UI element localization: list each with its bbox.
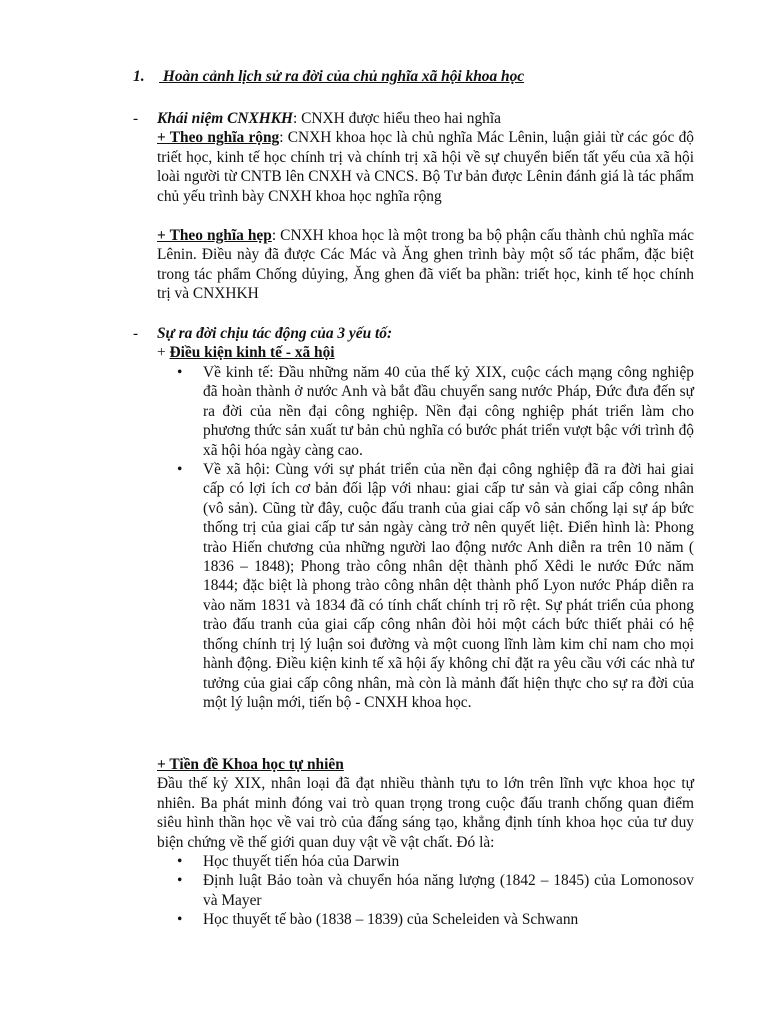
bullet-icon: • xyxy=(177,364,183,381)
bullet-icon: • xyxy=(177,872,183,890)
bullet-icon: • xyxy=(177,461,183,479)
broad-meaning-text: : CNXH khoa học là chủ nghĩa Mác Lênin, luận giải từ các góc độ triết học, kinh tế học chính trị và chính trị xã hội về sự chuyển biến tất yếu của xã hội loài người từ CNTB lên CNXH và CNCS. Bộ Tư bản được Lênin đánh giá là tác phẩm chủ yếu trình bày CNXH khoa học nghĩa rộng xyxy=(157,129,694,205)
econ-bullet-text: Về kinh tế: Đầu những năm 40 của thế kỷ XIX, cuộc cách mạng công nghiệp đã hoàn thành ở nước Anh và bắt đầu chuyển sang nước Pháp, Đức đưa đến sự ra đời của nền đại công nghiệp. Nền đại công nghiệp phát triển làm cho phương thức sản xuất tư bản chủ nghĩa có bước phát triển vượt bậc với trình độ xã hội hóa ngày càng cao. xyxy=(203,364,694,459)
dash-marker: - xyxy=(133,110,139,127)
list-item xyxy=(157,363,694,460)
science-label: + Tiền đề Khoa học tự nhiên xyxy=(157,756,344,773)
list-item xyxy=(157,852,694,871)
narrow-meaning-text: : CNXH khoa học là một trong ba bộ phận cấu thành chủ nghĩa mác Lênin. Điều này đã được Các Mác và Ăng ghen trình bày một số tác phẩm, đặc biệt trong tác phẩm Chống dủying, Ăng ghen đã viết ba phần: triết học, kinh tế học chính trị và CNXHKH xyxy=(157,227,694,303)
concept-text: : CNXH được hiểu theo hai nghĩa xyxy=(292,110,501,127)
science-text: Đầu thế kỷ XIX, nhân loại đã đạt nhiều thành tựu to lớn trên lĩnh vực khoa học tự nhiên. Ba phát minh đóng vai trò quan trọng trong cuộc đấu tranh chống quan điểm siêu hình thần học về vai trò của đấng sáng tạo, khẳng định tính khoa học của tư duy biện chứng về thế giới quan duy vật về vật chất. Đó là: xyxy=(157,775,694,851)
list-item xyxy=(157,460,694,712)
dash-marker: - xyxy=(133,325,139,342)
broad-meaning-label: + Theo nghĩa rộng xyxy=(157,129,280,147)
econ-prefix: + xyxy=(157,344,170,362)
list-item xyxy=(157,871,694,910)
bullet-icon: • xyxy=(177,911,183,929)
factors-label: Sự ra đời chịu tác động của 3 yếu tố: xyxy=(157,325,393,342)
list-item xyxy=(157,910,694,929)
concept-label: Khái niệm CNXHKH xyxy=(157,110,293,127)
social-bullet-text: Về xã hội: Cùng với sự phát triển của nền đại công nghiệp đã ra đời hai giai cấp có lợi ích cơ bản đối lập với nhau: giai cấp tư sản và giai cấp công nhân (vô sản). Cũng từ đây, cuộc đấu tranh của giai cấp vô sản chống lại sự áp bức thống trị của giai cấp tư sản ngày càng trở nên quyết liệt. Điển hình là: Phong trào Hiến chương của những người lao động nước Anh diễn ra trên 10 năm ( 1836 – 1848); Phong trào công nhân dệt thành phố Xêdi le nước Đức năm 1844; đặc biệt là phong trào công nhân dệt thành phố Lyon nước Pháp diễn ra vào năm 1831 và 1834 đã có tính chất chính trị rõ rệt. Sự phát triển của phong trào đấu tranh của giai cấp công nhân đòi hỏi một cách bức thiết phải có hệ thống chính trị lý luận soi đường và một cuong lĩnh làm kim chỉ nam cho mọi hành động. Điều kiện kinh tế xã hội ấy không chỉ đặt ra yêu cầu với các nhà tư tưởng của giai cấp công nhân, mà còn là mảnh đất hiện thực cho sự ra đời của một lý luận mới, tiến bộ - CNXH khoa học. xyxy=(203,461,694,711)
section-heading xyxy=(133,67,524,86)
concept-paragraph xyxy=(157,109,694,206)
heading-text: Hoàn cảnh lịch sử ra đời của chủ nghĩa xã hội khoa học xyxy=(159,68,525,85)
factors-heading xyxy=(157,324,694,363)
econ-bullet-list xyxy=(157,363,694,712)
science-bullet-text: Học thuyết tế bào (1838 – 1839) của Scheleiden và Schwann xyxy=(203,911,579,929)
narrow-meaning-paragraph xyxy=(157,226,694,304)
bullet-icon: • xyxy=(177,853,183,870)
science-bullet-list xyxy=(157,852,694,930)
narrow-meaning-label: + Theo nghĩa hẹp xyxy=(157,227,272,244)
heading-number: 1. xyxy=(133,68,145,85)
science-paragraph xyxy=(157,755,694,852)
science-bullet-text: Học thuyết tiến hóa của Darwin xyxy=(203,853,400,870)
econ-label: Điều kiện kinh tế - xã hội xyxy=(169,344,335,362)
science-bullet-text: Định luật Bảo toàn và chuyển hóa năng lượng (1842 – 1845) của Lomonosov và Mayer xyxy=(203,872,694,909)
